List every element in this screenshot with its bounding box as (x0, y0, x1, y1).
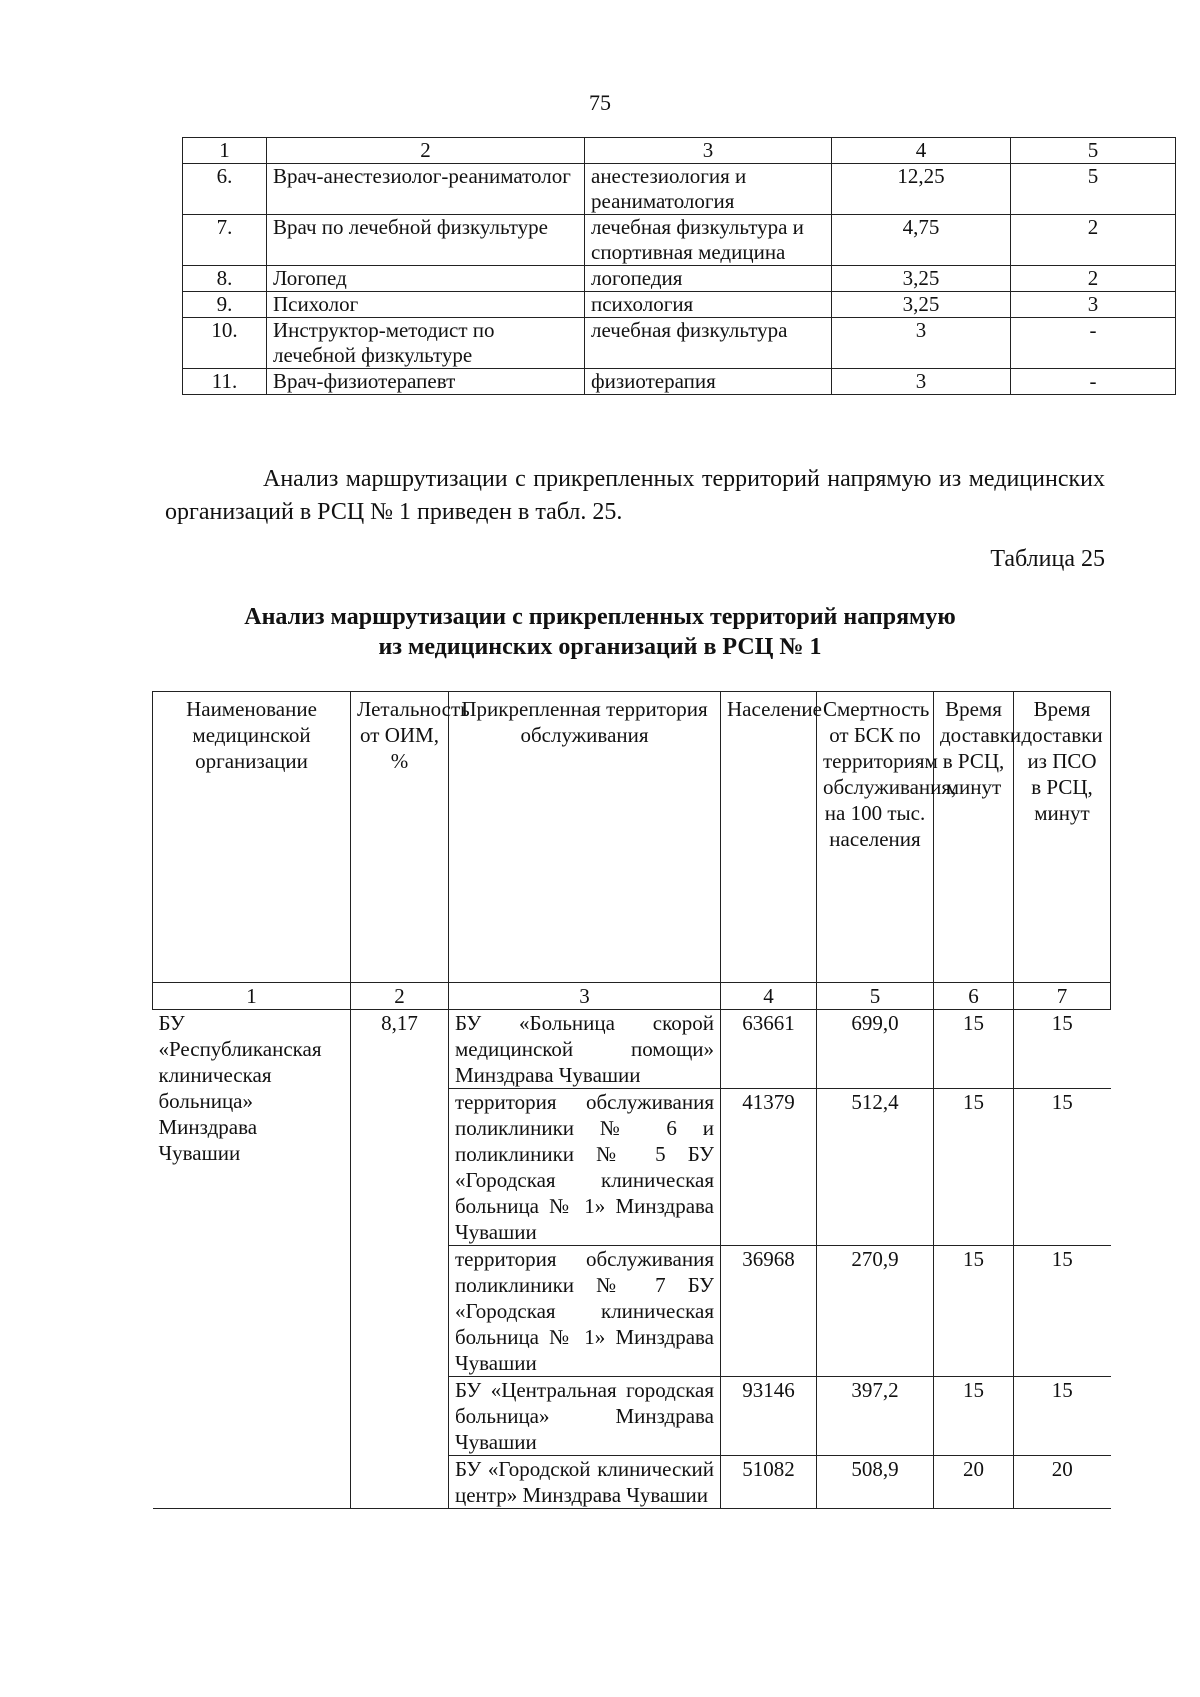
specialty-cell: психология (585, 292, 832, 318)
row-number: 10. (183, 318, 267, 369)
pso-delivery-time-cell: 15 (1014, 1089, 1111, 1246)
mortality-cell: 397,2 (817, 1377, 934, 1456)
pso-delivery-time-cell: 15 (1014, 1010, 1111, 1089)
table-header-row (183, 138, 1176, 164)
column-number-row (153, 983, 1111, 1010)
column-number: 7 (1014, 983, 1111, 1010)
delivery-time-cell: 15 (934, 1089, 1014, 1246)
header-cell: Население (721, 692, 817, 983)
count-cell: 3 (1011, 292, 1176, 318)
territory-cell: БУ «Центральная городская больница» Минздрава Чувашии (449, 1377, 721, 1456)
pso-delivery-time-cell: 20 (1014, 1456, 1111, 1509)
mortality-cell: 699,0 (817, 1010, 934, 1089)
header-cell: Летальность от ОИМ, % (351, 692, 449, 983)
rate-cell: 3,25 (832, 292, 1011, 318)
territory-cell: БУ «Городской клинический центр» Минздрава Чувашии (449, 1456, 721, 1509)
column-number: 2 (351, 983, 449, 1010)
column-number: 4 (721, 983, 817, 1010)
table-row (183, 318, 1176, 369)
mortality-cell: 508,9 (817, 1456, 934, 1509)
header-cell: 1 (183, 138, 267, 164)
table-title-line: из медицинских организаций в РСЦ № 1 (378, 634, 822, 660)
column-number: 3 (449, 983, 721, 1010)
rate-cell: 3 (832, 369, 1011, 395)
specialty-cell: физиотерапия (585, 369, 832, 395)
table-header-row (153, 692, 1111, 983)
rate-cell: 3 (832, 318, 1011, 369)
position-cell: Врач по лечебной физкультуре (267, 215, 585, 266)
header-cell: Время доставки из ПСО в РСЦ, минут (1014, 692, 1111, 983)
delivery-time-cell: 15 (934, 1010, 1014, 1089)
lethality-cell: 8,17 (351, 1010, 449, 1509)
header-cell: 4 (832, 138, 1011, 164)
pso-delivery-time-cell: 15 (1014, 1246, 1111, 1377)
column-number: 1 (153, 983, 351, 1010)
rate-cell: 4,75 (832, 215, 1011, 266)
count-cell: 5 (1011, 164, 1176, 215)
count-cell: - (1011, 369, 1176, 395)
population-cell: 63661 (721, 1010, 817, 1089)
count-cell: - (1011, 318, 1176, 369)
organization-cell: БУ «Республиканская клиническая больница» Минздрава Чувашии (153, 1010, 351, 1509)
row-number: 11. (183, 369, 267, 395)
pso-delivery-time-cell: 15 (1014, 1377, 1111, 1456)
population-cell: 41379 (721, 1089, 817, 1246)
mortality-cell: 512,4 (817, 1089, 934, 1246)
position-cell: Психолог (267, 292, 585, 318)
table-row (183, 266, 1176, 292)
delivery-time-cell: 15 (934, 1246, 1014, 1377)
position-cell: Инструктор-методист по лечебной физкультуре (267, 318, 585, 369)
territory-cell: территория обслуживания поликлиники № 6 и поликлиники № 5 БУ «Городская клиническая больница № 1» Минздрава Чувашии (449, 1089, 721, 1246)
row-number: 6. (183, 164, 267, 215)
routing-table (152, 691, 1111, 1509)
header-cell: Смертность от БСК по территориям обслуживания, на 100 тыс. населения (817, 692, 934, 983)
header-cell: Прикрепленная территория обслуживания (449, 692, 721, 983)
row-number: 7. (183, 215, 267, 266)
specialty-cell: анестезиология и реаниматология (585, 164, 832, 215)
count-cell: 2 (1011, 266, 1176, 292)
position-cell: Врач-анестезиолог-реаниматолог (267, 164, 585, 215)
table-title-line: Анализ маршрутизации с прикрепленных территорий напрямую (244, 604, 956, 630)
table-row (183, 292, 1176, 318)
position-cell: Врач-физиотерапевт (267, 369, 585, 395)
header-cell: 3 (585, 138, 832, 164)
delivery-time-cell: 20 (934, 1456, 1014, 1509)
body-paragraph: Анализ маршрутизации с прикрепленных территорий напрямую из медицинских организаций в РСЦ № 1 приведен в табл. 25. (165, 466, 1105, 525)
row-number: 9. (183, 292, 267, 318)
staffing-table (182, 137, 1176, 395)
header-cell: Наименование медицинской организации (153, 692, 351, 983)
position-cell: Логопед (267, 266, 585, 292)
territory-cell: БУ «Больница скорой медицинской помощи» Минздрава Чувашии (449, 1010, 721, 1089)
rate-cell: 12,25 (832, 164, 1011, 215)
specialty-cell: логопедия (585, 266, 832, 292)
table-row (183, 215, 1176, 266)
specialty-cell: лечебная физкультура (585, 318, 832, 369)
mortality-cell: 270,9 (817, 1246, 934, 1377)
column-number: 5 (817, 983, 934, 1010)
column-number: 6 (934, 983, 1014, 1010)
table-row (153, 1010, 1111, 1089)
territory-cell: территория обслуживания поликлиники № 7 БУ «Городская клиническая больница № 1» Минздрава Чувашии (449, 1246, 721, 1377)
count-cell: 2 (1011, 215, 1176, 266)
page-number: 75 (589, 90, 611, 115)
table-title (0, 602, 1200, 662)
delivery-time-cell: 15 (934, 1377, 1014, 1456)
header-cell: 5 (1011, 138, 1176, 164)
table-row (183, 369, 1176, 395)
table-row (183, 164, 1176, 215)
population-cell: 36968 (721, 1246, 817, 1377)
rate-cell: 3,25 (832, 266, 1011, 292)
population-cell: 51082 (721, 1456, 817, 1509)
table-label: Таблица 25 (990, 546, 1105, 572)
population-cell: 93146 (721, 1377, 817, 1456)
specialty-cell: лечебная физкультура и спортивная медицина (585, 215, 832, 266)
header-cell: Время доставки в РСЦ, минут (934, 692, 1014, 983)
row-number: 8. (183, 266, 267, 292)
header-cell: 2 (267, 138, 585, 164)
